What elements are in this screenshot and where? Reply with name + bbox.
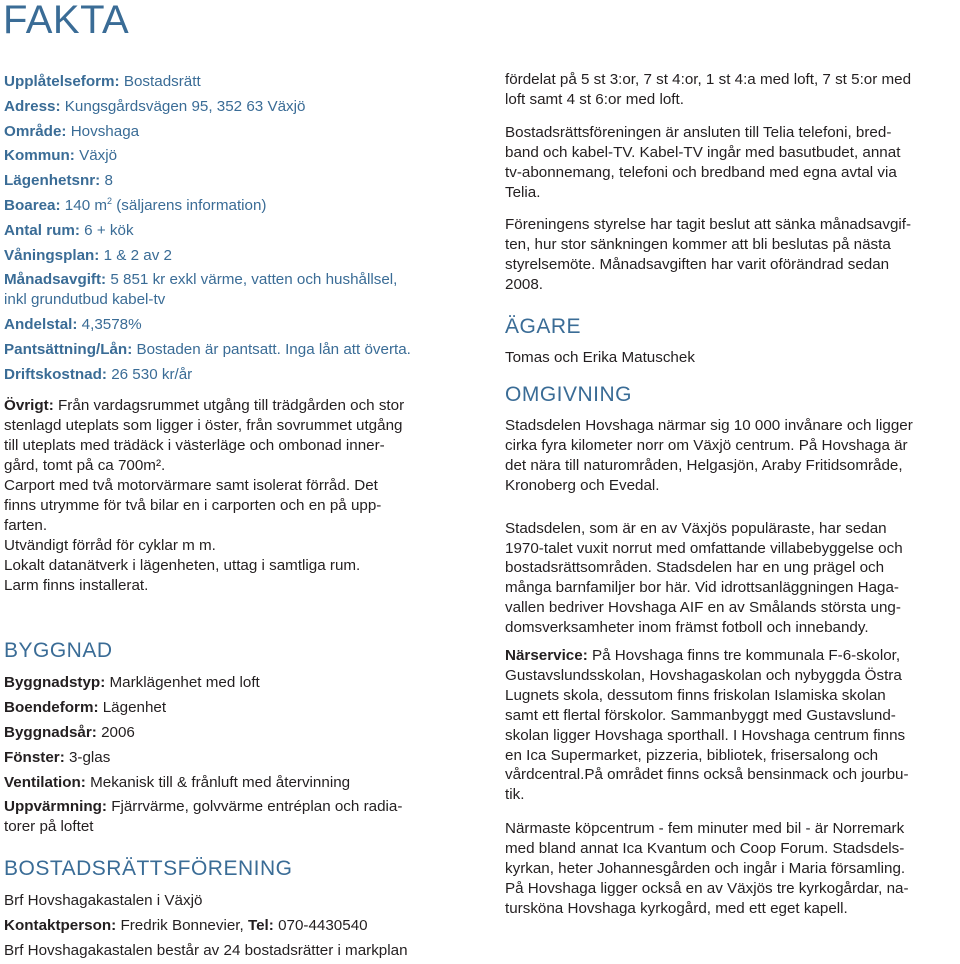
ovrigt-line: stenlagd uteplats som ligger i öster, från sovrummet utgång — [4, 417, 403, 435]
fact-pantsattning — [4, 338, 464, 363]
tel-label: Tel: — [247, 916, 274, 934]
fact-value: 8 — [104, 172, 113, 190]
fact-fonster — [4, 746, 464, 771]
fact-value: 26 530 kr/år — [111, 365, 193, 383]
ovrigt-line: Larm finns installerat. — [4, 576, 149, 594]
fact-boarea — [4, 194, 464, 219]
fact-label: Boarea: — [4, 196, 61, 214]
fact-label: Adress: — [4, 97, 61, 115]
fact-boendeform — [4, 696, 464, 721]
fact-andelstal — [4, 313, 464, 338]
tel-value: 070-4430540 — [278, 916, 368, 934]
fact-label: Upplåtelseform: — [4, 73, 120, 90]
fact-label: Uppvärmning: — [4, 798, 107, 816]
fact-value: Mekanisk till & frånluft med återvinning — [90, 773, 351, 791]
fact-label: Driftskostnad: — [4, 365, 107, 383]
forening-kontakt — [4, 914, 464, 939]
fact-ovrigt — [4, 394, 464, 598]
fact-value-cont: inkl grundutbud kabel-tv — [4, 291, 166, 309]
fact-label: Pantsättning/Lån: — [4, 340, 133, 358]
fact-byggnadstyp — [4, 671, 464, 696]
right-column — [505, 70, 959, 919]
fact-label: Område: — [4, 122, 67, 140]
forening-name: Brf Hovshagakastalen i Växjö — [4, 892, 203, 910]
fact-label: Andelstal: — [4, 316, 78, 334]
paragraph-styrelse: Föreningens styrelse har tagit beslut att sänka månadsavgif- ten, hur stor sänkningen kommer att bli beslutas på nästa styrelsemöte. Månadsavgiften har varit oförändrad sedan 2008. — [505, 216, 912, 294]
fact-ventilation — [4, 771, 464, 796]
omgivning-heading: OMGIVNING — [505, 382, 633, 406]
fact-label: Ventilation: — [4, 773, 86, 791]
fact-omrade — [4, 120, 464, 145]
fact-value: Från vardagsrummet utgång till trädgården och stor — [58, 397, 405, 415]
fact-value: Växjö — [79, 147, 118, 165]
forening-heading: BOSTADSRÄTTSFÖRENING — [4, 857, 293, 881]
fact-driftskostnad — [4, 363, 464, 388]
ovrigt-line: Carport med två motorvärmare samt isolerat förråd. Det — [4, 477, 378, 495]
forening-description: Brf Hovshagakastalen består av 24 bostadsrätter i markplan — [4, 941, 408, 959]
fact-vaningsplan — [4, 244, 464, 269]
byggnad-heading: BYGGNAD — [4, 639, 113, 663]
fact-value: Kungsgårdsvägen 95, 352 63 Växjö — [64, 97, 306, 115]
agare-names: Tomas och Erika Matuschek — [505, 349, 695, 367]
fact-label: Lägenhetsnr: — [4, 172, 101, 190]
ovrigt-line: Lokalt datanätverk i lägenheten, uttag i samtliga rum. — [4, 556, 361, 574]
fact-value: Hovshaga — [70, 122, 140, 140]
fact-value: 4,3578% — [81, 316, 142, 334]
kontakt-value: Fredrik Bonnevier, — [120, 916, 244, 934]
fact-upplatelseform — [4, 70, 464, 95]
ovrigt-line: finns utrymme för två bilar en i carporten och en på upp- — [4, 497, 382, 514]
ovrigt-line: Utvändigt förråd för cyklar m m. — [4, 536, 216, 554]
fact-value: 140 $m^2$ (säljarens information) — [64, 195, 267, 214]
paragraph-omgivning-1: Stadsdelen Hovshaga närmar sig 10 000 invånare och ligger cirka fyra kilometer norr om Växjö centrum. På Hovshaga är det nära till naturområden, Helgasjön, Araby Fritidsområde, Kronoberg och Evedal. — [505, 416, 913, 494]
agare-heading: ÄGARE — [505, 315, 582, 339]
fact-value: 1 & 2 av 2 — [103, 246, 172, 264]
paragraph-omgivning-2: Stadsdelen, som är en av Växjös populäraste, har sedan 1970-talet vuxit norrut med omfattande villabebyggelse och bostadsrättsområden. Stadsdelen har en ung prägel och många barnfamiljer bor här. Vid idrottsanläggningen Haga- vallen bedriver Hovshaga AIF en av Smålands största ung- domsverksamheter inom främst fotboll och innebandy. — [505, 519, 903, 637]
fact-label: Månadsavgift: — [4, 271, 107, 289]
fact-value: 6 + kök — [84, 221, 134, 239]
fact-label: Övrigt: — [4, 397, 54, 415]
fact-lagenhetsnr — [4, 169, 464, 194]
fact-value: Fjärrvärme, golvvärme entréplan och radia- — [111, 798, 403, 816]
ovrigt-line: farten. — [4, 516, 48, 534]
ovrigt-line: till uteplats med trädäck i västerläge och ombonad inner- — [4, 437, 385, 455]
fact-value: Bostaden är pantsatt. Inga lån att överta. — [136, 340, 411, 358]
fact-value: Marklägenhet med loft — [109, 674, 260, 692]
paragraph-narservice: Närservice: På Hovshaga finns tre kommunala F-6-skolor, Gustavslundsskolan, Hovshagaskolan och nybyggda Östra Lugnets skola, dessutom finns friskolan Islamiska skolan samt ett flertal förskolor. Sammanbyggt med Gustavslund- skolan ligger Hovshaga sporthall. I Hovshaga centrum finns en Ica Supermarket, pizzeria, bibliotek, frisersalong och vårdcentral.På området finns också bensinmack och jourbu- tik. — [505, 647, 909, 804]
fact-antal-rum — [4, 219, 464, 244]
fact-label: Byggnadsår: — [4, 724, 97, 742]
fact-value: 2006 — [101, 724, 135, 742]
fact-label: Antal rum: — [4, 221, 80, 239]
page-title: FAKTA — [3, 0, 130, 42]
fact-label: Boendeform: — [4, 699, 99, 717]
kontakt-label: Kontaktperson: — [4, 916, 117, 934]
left-column — [4, 70, 464, 964]
fact-label: Fönster: — [4, 748, 65, 766]
fact-value: Lägenhet — [102, 699, 167, 717]
fact-value-cont: torer på loftet — [4, 818, 94, 836]
ovrigt-line: gård, tomt på ca 700m². — [4, 457, 166, 475]
fact-label: Byggnadstyp: — [4, 674, 106, 692]
fact-uppvarmning — [4, 795, 464, 840]
narservice-label: Närservice: — [505, 647, 588, 665]
paragraph-fordelning: fördelat på 5 st 3:or, 7 st 4:or, 1 st 4:a med loft, 7 st 5:or med loft samt 4 st 6:or med loft. — [505, 71, 912, 108]
paragraph-kopcentrum: Närmaste köpcentrum - fem minuter med bil - är Norremark med bland annat Ica Kvantum och Coop Forum. Stadsdels- kyrkan, heter Johannesgården och ingår i Maria församling. På Hovshaga ligger också en av Växjös tre kyrkogårdar, na- tursköna Hovshaga kyrkogård, med ett eget kapell. — [505, 820, 909, 917]
fact-manadsavgift — [4, 268, 464, 313]
fact-kommun — [4, 144, 464, 169]
fact-value: 5 851 kr exkl värme, vatten och hushållsel, — [110, 271, 398, 289]
fact-value: 3-glas — [68, 748, 111, 766]
fact-byggnadsar — [4, 721, 464, 746]
fact-adress — [4, 95, 464, 120]
paragraph-telia: Bostadsrättsföreningen är ansluten till Telia telefoni, bred- band och kabel-TV. Kabel-TV ingår med basutbudet, annat tv-abonnemang, telefoni och bredband med egna avtal via Telia. — [505, 123, 901, 201]
fact-label: Kommun: — [4, 147, 75, 165]
fact-value: Bostadsrätt — [123, 73, 201, 90]
fact-label: Våningsplan: — [4, 246, 100, 264]
